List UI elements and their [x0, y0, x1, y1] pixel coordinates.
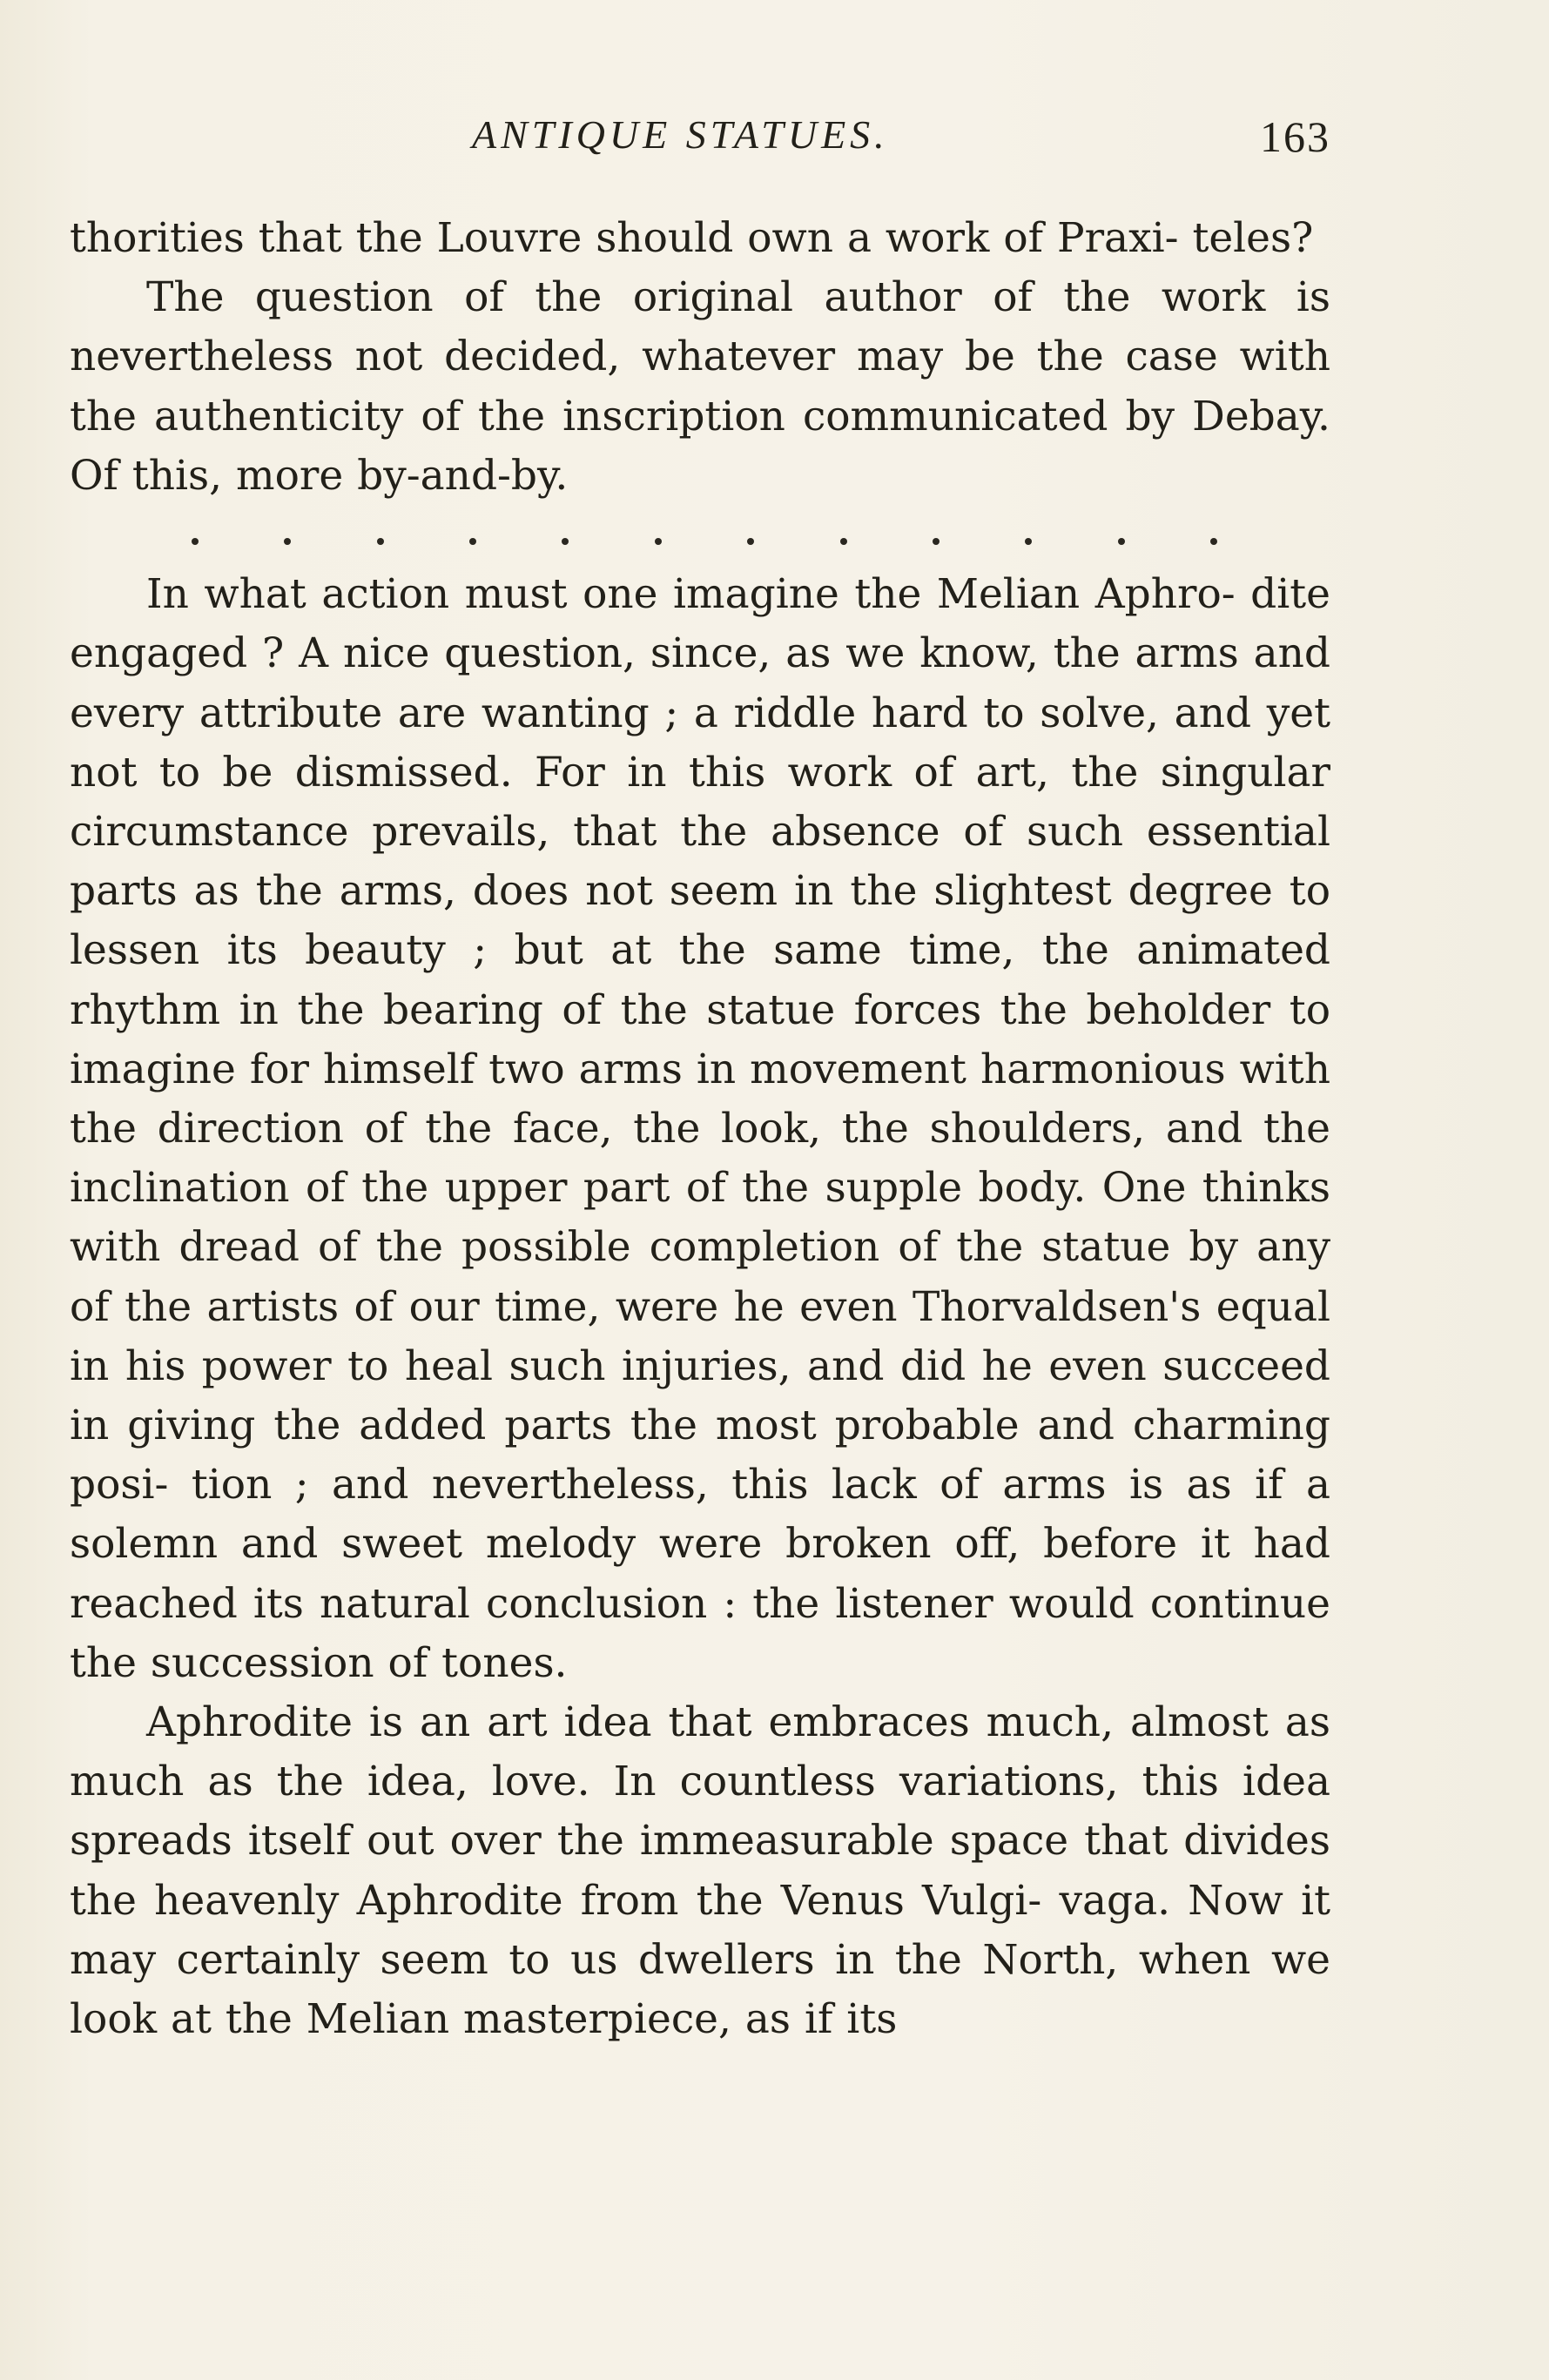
ellipsis-dot — [1118, 538, 1125, 545]
ellipsis-dot — [747, 538, 754, 545]
page-number: 163 — [1260, 112, 1330, 161]
ellipsis-dot — [377, 538, 384, 545]
ellipsis-dot — [933, 538, 940, 545]
running-head — [70, 111, 1330, 164]
paragraph-question-of-author: The question of the original author of the work is nevertheless not decided, whatever may be the case with the authenticity of the inscription communicated by Debay. Of this, more by-and-by. — [70, 273, 1330, 500]
ellipsis-dot — [562, 538, 569, 545]
ellipsis-dot — [655, 538, 662, 545]
body-text — [70, 209, 1330, 2049]
running-title: ANTIQUE STATUES. — [472, 112, 889, 157]
ellipsis-dot — [192, 538, 199, 545]
paragraph-continuation: thorities that the Louvre should own a work of Praxi- teles? — [70, 214, 1314, 262]
ellipsis-dot — [1210, 538, 1217, 545]
paragraph-melian-action: In what action must one imagine the Melian Aphro- dite engaged ? A nice question, since, as we know, the arms and every attribute are wanting ; a riddle hard to solve, and yet not to be dismissed. For in this work of art, the singular circumstance prevails, that the absence of such essential parts as the arms, does not seem in the slightest degree to lessen its beauty ; but at the same time, the animated rhythm in the bearing of the statue forces the beholder to imagine for himself two arms in movement harmonious with the direction of the face, the look, the shoulders, and the inclination of the upper part of the supple body. One thinks with dread of the possible completion of the statue by any of the artists of our time, were he even Thorvaldsen's equal in his power to heal such injuries, and did he even succeed in giving the added parts the most probable and charming posi- tion ; and nevertheless, this lack of arms is as if a solemn and sweet melody were broken off, before it had reached its natural conclusion : the listener would continue the succession of tones. — [70, 570, 1330, 1687]
ellipsis-dot — [284, 538, 291, 545]
paragraph-aphrodite-idea: Aphrodite is an art idea that embraces much, almost as much as the idea, love. In countless variations, this idea spreads itself out over the immeasurable space that divides the heavenly Aphrodite from the Venus Vulgi- vaga. Now it may certainly seem to us dwellers in the North, when we look at the Melian masterpiece, as if its — [70, 1698, 1330, 2044]
section-break-dots — [70, 506, 1217, 565]
ellipsis-dot — [1025, 538, 1032, 545]
ellipsis-dot — [469, 538, 476, 545]
ellipsis-dot — [840, 538, 847, 545]
